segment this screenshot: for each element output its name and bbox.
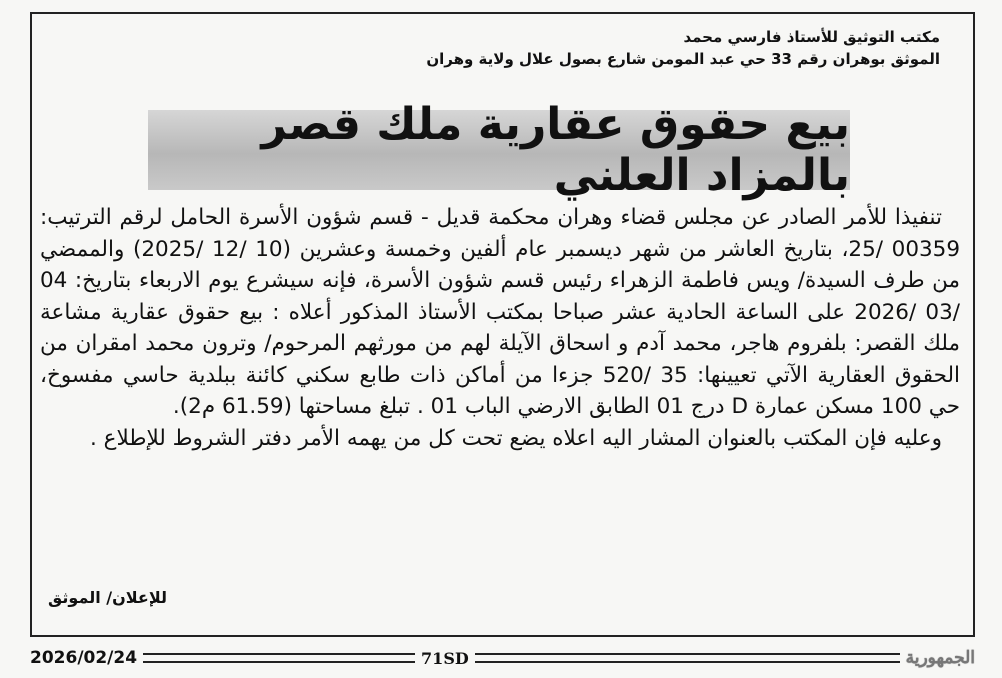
title-banner [148, 99, 850, 201]
body-paragraph-2: وعليه فإن المكتب بالعنوان المشار اليه اعلاه يضع تحت كل من يهمه الأمر دفتر الشروط للإطلاع . [90, 425, 942, 451]
footer-date: 2026/02/24 [30, 648, 138, 668]
signature: للإعلان/ الموثق [48, 588, 167, 607]
footer-rule-right [475, 653, 900, 663]
office-address: الموثق بوهران رقم 33 حي عبد المومن شارع بصول علال ولاية وهران [426, 50, 940, 68]
body-paragraph-1: تنفيذا للأمر الصادر عن مجلس قضاء وهران محكمة قديل - قسم شؤون الأسرة الحامل لرقم الترتيب: 00359 /25، بتاريخ العاشر من شهر ديسمبر عام ألفين وخمسة وعشرين (10 /12 /2025) والممضي من طرف السيدة/ ويس فاطمة الزهراء رئيس قسم شؤون الأسرة، فإنه سيشرع يوم الاربعاء بتاريخ: 04 /03 /2026 على الساعة الحادية عشر صباحا بمكتب الأستاذ المذكور أعلاه : بيع حقوق عقارية مشاعة ملك القصر: بلفروم هاجر، محمد آدم و اسحاق الآيلة لهم من مورثهم المرحوم/ وترون محمد امقران من الحقوق العقارية الآتي تعيينها: 35 /520 جزءا من أماكن ذات طابع سكني كائنة ببلدية حاسي مفسوخ، حي 100 مسكن عمارة D درج 01 الطابق الارضي الباب 01 . تبلغ مساحتها (61.59 م2). [40, 205, 961, 419]
office-header [240, 26, 940, 70]
notice-title: بيع حقوق عقارية ملك قصر بالمزاد العلني [261, 99, 850, 201]
office-name: مكتب التوثيق للأستاذ فارسي محمد [683, 28, 940, 46]
notice-body [40, 202, 960, 454]
footer-code: 71SD [421, 648, 469, 668]
footer-rule-left [143, 653, 415, 663]
newspaper-name: الجمهورية [905, 648, 975, 668]
page-footer [30, 646, 975, 670]
